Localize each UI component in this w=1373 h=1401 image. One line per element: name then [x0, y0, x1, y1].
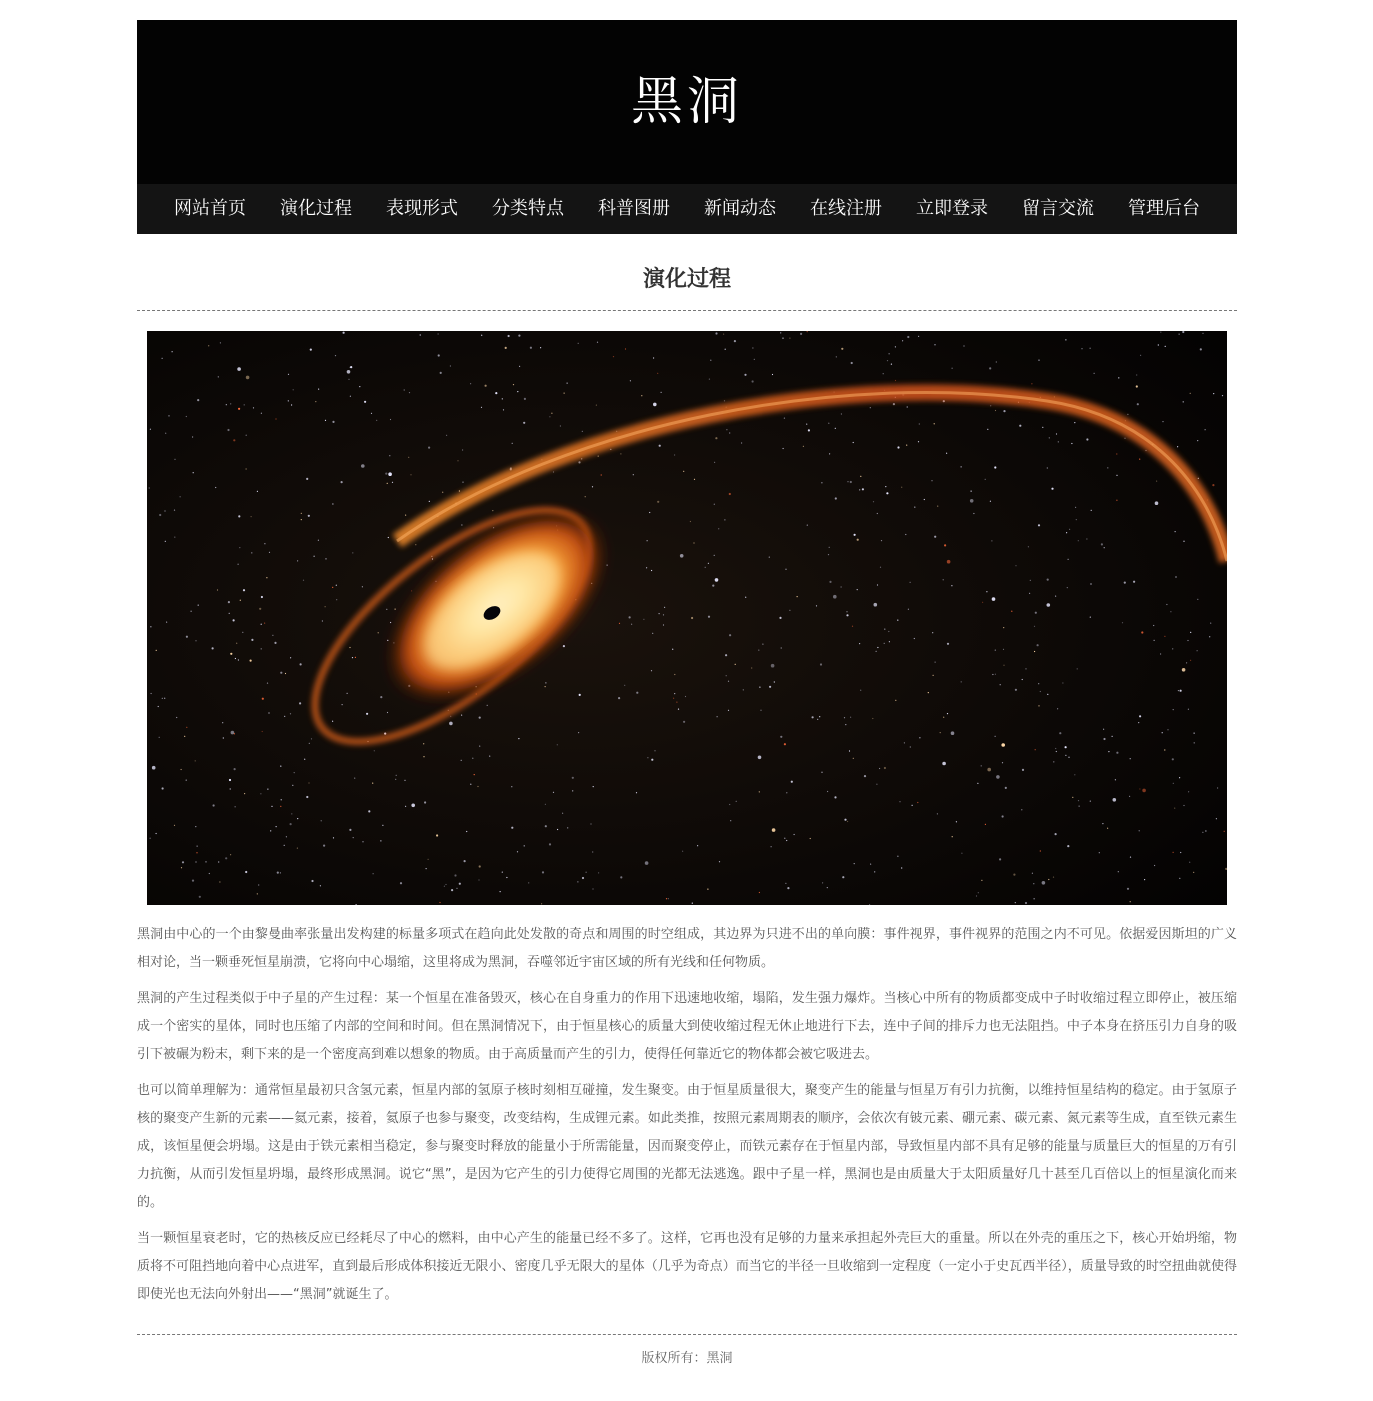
nav-item-guestbook[interactable]: 留言交流 [1022, 198, 1094, 219]
page-heading: 演化过程 [642, 266, 731, 292]
nav-item-news[interactable]: 新闻动态 [704, 198, 776, 219]
nav-item-admin[interactable]: 管理后台 [1128, 198, 1200, 219]
site-title: 黑洞 [630, 71, 743, 132]
article-paragraph: 当一颗恒星衰老时，它的热核反应已经耗尽了中心的燃料，由中心产生的能量已经不多了。这样，它再也没有足够的力量来承担起外壳巨大的重量。所以在外壳的重压之下，核心开始坍缩，物质将不可阻挡地向着中心点进军，直到最后形成体积接近无限小、密度几乎无限大的星体（几乎为奇点）而当它的半径一旦收缩到一定程度（一定小于史瓦西半径），质量导致的时空扭曲就使得即使光也无法向外射出——“黑洞”就诞生了。 [137, 1231, 1237, 1302]
article-body [137, 921, 1237, 1309]
nav-item-gallery[interactable]: 科普图册 [598, 198, 670, 219]
main-nav [137, 184, 1237, 234]
heading-divider [137, 310, 1237, 311]
nav-item-home[interactable]: 网站首页 [174, 198, 246, 219]
nav-item-forms[interactable]: 表现形式 [386, 198, 458, 219]
nav-item-classification[interactable]: 分类特点 [492, 198, 564, 219]
article-paragraph: 黑洞的产生过程类似于中子星的产生过程：某一个恒星在准备毁灭，核心在自身重力的作用下迅速地收缩，塌陷，发生强力爆炸。当核心中所有的物质都变成中子时收缩过程立即停止，被压缩成一个密实的星体，同时也压缩了内部的空间和时间。但在黑洞情况下，由于恒星核心的质量大到使收缩过程无休止地进行下去，连中子间的排斥力也无法阻挡。中子本身在挤压引力自身的吸引下被碾为粉末，剩下来的是一个密度高到难以想象的物质。由于高质量而产生的引力，使得任何靠近它的物体都会被它吸进去。 [137, 991, 1237, 1062]
footer-copyright: 版权所有：黑洞 [641, 1351, 733, 1366]
nav-item-login[interactable]: 立即登录 [916, 198, 988, 219]
article-paragraph: 也可以简单理解为：通常恒星最初只含氢元素，恒星内部的氢原子核时刻相互碰撞，发生聚变。由于恒星质量很大，聚变产生的能量与恒星万有引力抗衡，以维持恒星结构的稳定。由于氢原子核的聚变产生新的元素——氦元素，接着，氦原子也参与聚变，改变结构，生成锂元素。如此类推，按照元素周期表的顺序，会依次有铍元素、硼元素、碳元素、氮元素等生成，直至铁元素生成，该恒星便会坍塌。这是由于铁元素相当稳定，参与聚变时释放的能量小于所需能量，因而聚变停止，而铁元素存在于恒星内部，导致恒星内部不具有足够的能量与质量巨大的恒星的万有引力抗衡，从而引发恒星坍塌，最终形成黑洞。说它“黑”，是因为它产生的引力使得它周围的光都无法逃逸。跟中子星一样，黑洞也是由质量大于太阳质量好几十甚至几百倍以上的恒星演化而来的。 [137, 1083, 1237, 1210]
nav-item-register[interactable]: 在线注册 [810, 198, 882, 219]
article-paragraph: 黑洞由中心的一个由黎曼曲率张量出发构建的标量多项式在趋向此处发散的奇点和周围的时空组成，其边界为只进不出的单向膜：事件视界，事件视界的范围之内不可见。依据爱因斯坦的广义相对论，当一颗垂死恒星崩溃，它将向中心塌缩，这里将成为黑洞，吞噬邻近宇宙区域的所有光线和任何物质。 [137, 927, 1237, 970]
page-container [137, 20, 1237, 1366]
site-banner [137, 20, 1237, 184]
nav-item-evolution[interactable]: 演化过程 [280, 198, 352, 219]
black-hole-image [147, 331, 1227, 905]
